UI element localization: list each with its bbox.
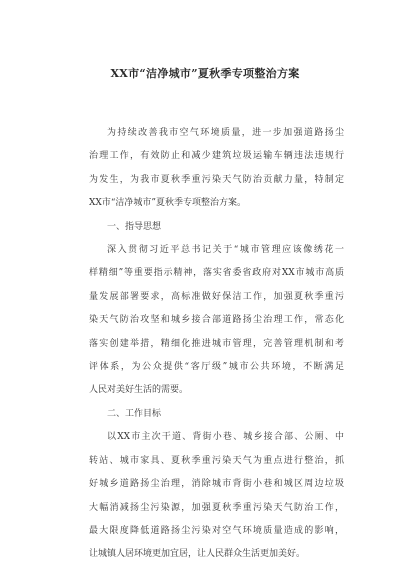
paragraph-line: 为持续改善我市空气环境质量，进一步加强道路扬尘 [107, 128, 344, 138]
paragraph-line: 落实创建举措，精细化推进城市管理，完善管理机制和考 [89, 338, 344, 349]
paragraph-line: 染天气防治攻坚和城乡接合部道路扬尘治理工作，常态化 [89, 315, 344, 326]
guiding-ideology-paragraph [89, 239, 344, 403]
paragraph-line: 人民对美好生活的需要。 [89, 385, 189, 396]
paragraph-line: 治理工作，有效防止和减少建筑垃圾运输车辆违法违规行 [89, 151, 344, 162]
paragraph-line: 好城乡道路扬尘治理，消除城市背街小巷和城区周边垃圾 [89, 479, 344, 490]
intro-paragraph [89, 122, 344, 216]
section-heading-work-goals: 二、工作目标 [107, 408, 162, 419]
paragraph-line: 转站、城市家具、夏秋季重污染天气为重点进行整治，抓 [89, 455, 344, 466]
document-body [89, 122, 344, 567]
paragraph-line: 大幅消减扬尘污染源，加强夏秋季重污染天气防治工作， [89, 502, 344, 513]
paragraph-line: 最大限度降低道路扬尘污染对空气环境质量造成的影响， [89, 525, 344, 536]
paragraph-line: 为发生，为我市夏秋季重污染天气防治贡献力量，特制定 [89, 174, 344, 185]
work-goals-paragraph [89, 426, 344, 566]
paragraph-line: XX市“洁净城市”夏秋季专项整治方案。 [89, 198, 247, 209]
paragraph-line: 让城镇人居环境更加宜居，让人民群众生活更加美好。 [89, 549, 306, 560]
paragraph-line: 量发展部署要求，高标准做好保洁工作，加强夏秋季重污 [89, 291, 344, 302]
paragraph-line: 评体系，为公众提供“客厅级”城市公共环境，不断满足 [89, 362, 344, 373]
paragraph-line: 深入贯彻习近平总书记关于“城市管理应该像绣花一 [107, 245, 344, 256]
paragraph-line: 样精细”等重要指示精神，落实省委省政府对XX市城市高质 [89, 268, 344, 279]
document-title: XX市“洁净城市”夏秋季专项整治方案 [110, 67, 300, 80]
paragraph-line: 以XX市主次干道、背街小巷、城乡接合部、公厕、中 [107, 432, 344, 443]
section-heading-guiding-ideology: 一、指导思想 [107, 221, 162, 232]
